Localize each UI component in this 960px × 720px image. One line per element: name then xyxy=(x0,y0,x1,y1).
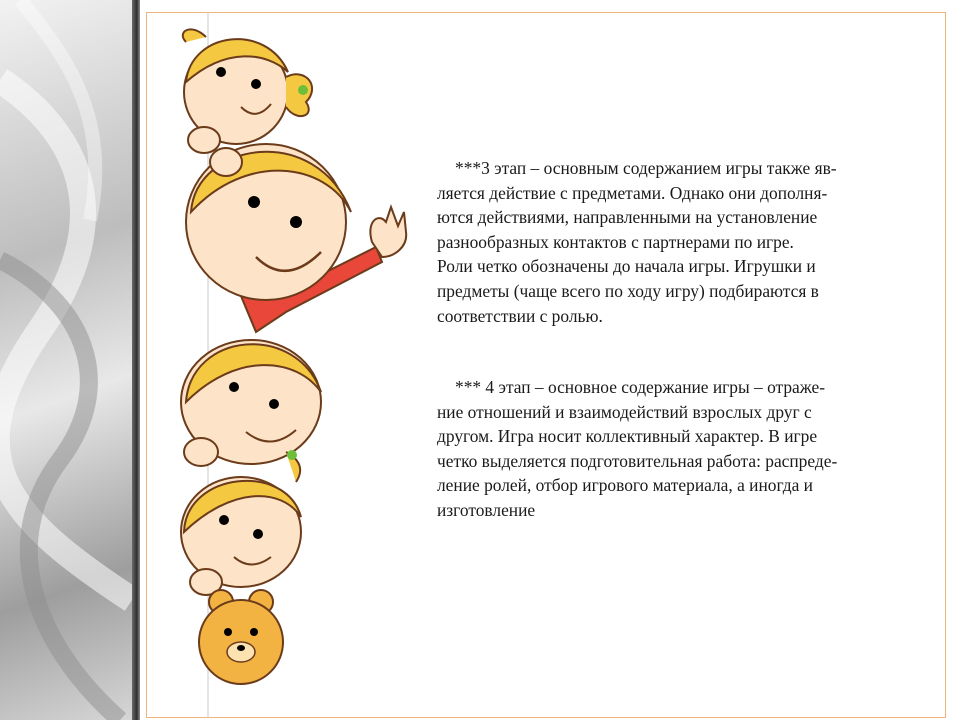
kid-4 xyxy=(181,477,301,595)
teddy-bear-icon xyxy=(199,590,283,684)
paragraph-line: четко выделяется подготовительная работа: распреде- xyxy=(437,450,838,471)
paragraph-line: ***3 этап – основным содержанием игры также яв- xyxy=(455,158,837,178)
paragraph-line: Роли четко обозначены до начала игры. Игрушки и xyxy=(437,256,816,277)
paragraph-stage-4 xyxy=(437,375,937,523)
paragraph-line: изготовление xyxy=(437,499,536,520)
kid-1 xyxy=(183,29,312,153)
paragraph-line: ние отношений и взаимодействий взрослых друг с xyxy=(437,401,812,422)
paragraph-line: разнообразных контактов с партнерами по игре. xyxy=(437,231,794,252)
paragraph-line: ются действиями, направленными на установление xyxy=(437,207,818,228)
kids-peeking-illustration xyxy=(146,12,446,718)
paragraph-line: ление ролей, отбор игрового материала, а иногда и xyxy=(437,475,813,496)
paragraph-line: ляется действие с предметами. Однако они дополня- xyxy=(437,182,828,203)
side-divider xyxy=(132,0,140,720)
decorative-side-panel xyxy=(0,0,132,720)
paragraph-line: соответствии с ролью. xyxy=(437,305,603,326)
paragraph-line: другом. Игра носит коллективный характер. В игре xyxy=(437,426,818,447)
paragraph-line: *** 4 этап – основное содержание игры – отраже- xyxy=(455,377,826,397)
paragraph-stage-3 xyxy=(437,156,937,328)
kid-3 xyxy=(181,340,321,482)
swirl-decoration xyxy=(0,0,132,720)
paragraph-line: предметы (чаще всего по ходу игру) подбираются в xyxy=(437,280,819,301)
kid-2 xyxy=(186,144,406,332)
